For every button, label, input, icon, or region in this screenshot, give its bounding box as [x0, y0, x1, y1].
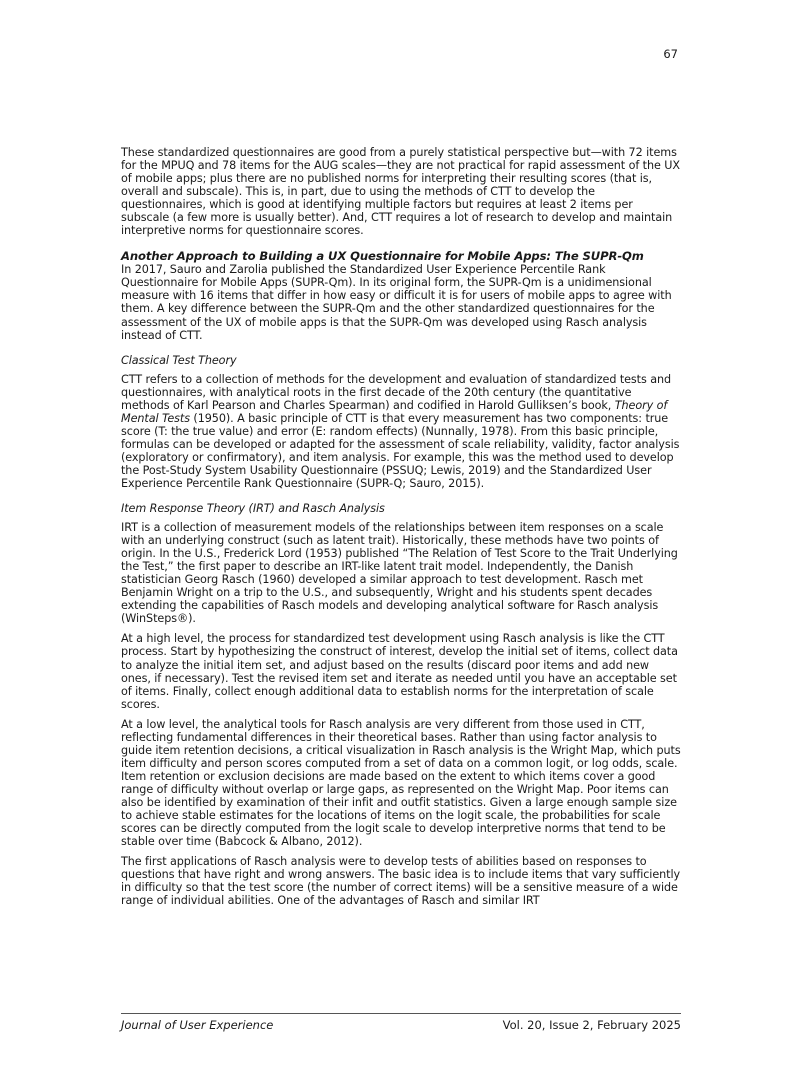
subheading-irt: Item Response Theory (IRT) and Rasch Analysis	[121, 502, 385, 516]
page-number: 67	[663, 47, 678, 61]
paragraph-suprqm: In 2017, Sauro and Zarolia published the Standardized User Experience Percentile Rank Questionnaire for Mobile Apps (SUPR-Qm). In its original form, the SUPR-Qm is a unidimensional measure with 16 items that differ in how easy or difficult it is for users of mobile apps to agree with them. A key difference between the SUPR-Qm and the other standardized questionnaires for the assessment of the UX of mobile apps is that the SUPR-Qm was developed using Rasch analysis instead of CTT.	[121, 263, 672, 342]
paragraph-ctt	[121, 373, 681, 490]
article-body	[121, 146, 681, 914]
subheading-ctt: Classical Test Theory	[121, 353, 237, 367]
ctt-text-part-2: (1950). A basic principle of CTT is that every measurement has two components: true score (T: the true value) and error (E: random effects) (Nunnally, 1978). From this basic principle, formulas can be developed or adapted for the assessment of scale reliability, validity, factor analysis (exploratory or confirmatory), and item analysis. For example, this was the method used to develop the Post-Study System Usability Questionnaire (PSSUQ; Lewis, 2019) and the Standardized User Experience Percentile Rank Questionnaire (SUPR-Q; Sauro, 2015).	[121, 411, 680, 490]
paragraph-intro: These standardized questionnaires are good from a purely statistical perspective but—with 72 items for the MPUQ and 78 items for the AUG scales—they are not practical for rapid assessment of the UX of mobile apps; plus there are no published norms for interpreting their resulting scores (that is, overall and subscale). This is, in part, due to using the methods of CTT to develop the questionnaires, which is good at identifying multiple factors but requires at least 2 items per subscale (a few more is usually better). And, CTT requires a lot of research to develop and maintain interpretive norms for questionnaire scores.	[121, 146, 680, 238]
paragraph-low-level: At a low level, the analytical tools for Rasch analysis are very different from those used in CTT, reflecting fundamental differences in their theoretical bases. Rather than using factor analysis to guide item retention decisions, a critical visualization in Rasch analysis is the Wright Map, which puts item difficulty and person scores computed from a set of data on a common logit, or log odds, scale. Item retention or exclusion decisions are made based on the extent to which items cover a good range of difficulty without overlap or large gaps, as represented on the Wright Map. Poor items can also be identified by examination of their infit and outfit statistics. Given a large enough sample size to achieve stable estimates for the locations of items on the logit scale, the probabilities for scale scores can be directly computed from the logit scale to develop interpretive norms that tend to be stable over time (Babcock & Albano, 2012).	[121, 717, 681, 849]
footer-issue-info: Vol. 20, Issue 2, February 2025	[502, 1018, 681, 1032]
section-heading: Another Approach to Building a UX Questionnaire for Mobile Apps: The SUPR-Qm	[121, 249, 644, 264]
footer-divider	[121, 1013, 681, 1014]
footer-journal-name: Journal of User Experience	[121, 1018, 274, 1032]
ctt-text-part-1: CTT refers to a collection of methods for the development and evaluation of standardized tests and questionnaires, with analytical roots in the first decade of the 20th century (the quantitative methods of Karl Pearson and Charles Spearman) and codified in Harold Gulliksen’s book,	[121, 372, 672, 412]
paragraph-irt: IRT is a collection of measurement models of the relationships between item responses on a scale with an underlying construct (such as latent trait). Historically, these methods have two points of origin. In the U.S., Frederick Lord (1953) published “The Relation of Test Score to the Trait Underlying the Test,” the first paper to describe an IRT-like latent trait model. Independently, the Danish statistician Georg Rasch (1960) developed a similar approach to test development. Rasch met Benjamin Wright on a trip to the U.S., and subsequently, Wright and his students spent decades extending the capabilities of Rasch models and developing analytical software for Rasch analysis (WinSteps®).	[121, 521, 678, 626]
paragraph-first-applications: The first applications of Rasch analysis were to develop tests of abilities based on responses to questions that have right and wrong answers. The basic idea is to include items that vary sufficiently in difficulty so that the test score (the number of correct items) will be a sensitive measure of a wide range of individual abilities. One of the advantages of Rasch and similar IRT	[121, 855, 681, 908]
paragraph-high-level: At a high level, the process for standardized test development using Rasch analysis is like the CTT process. Start by hypothesizing the construct of interest, develop the initial set of items, collect data to analyze the initial item set, and adjust based on the results (discard poor items and add new ones, if necessary). Test the revised item set and iterate as needed until you have an acceptable set of items. Finally, collect enough additional data to establish norms for the interpretation of scale scores.	[121, 632, 678, 711]
book-title: Theory of Mental Tests	[121, 398, 668, 425]
